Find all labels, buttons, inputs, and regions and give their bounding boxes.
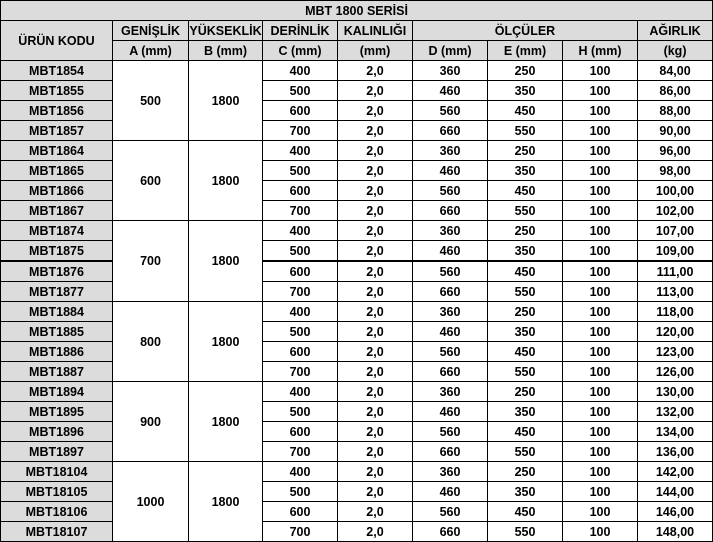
weight-cell: 130,00	[638, 382, 713, 402]
dim-d-cell: 560	[413, 502, 488, 522]
dim-e-cell: 550	[488, 121, 563, 141]
table-row	[1, 141, 713, 161]
dim-e-cell: 450	[488, 502, 563, 522]
weight-cell: 102,00	[638, 201, 713, 221]
thickness-cell: 2,0	[338, 141, 413, 161]
table-row	[1, 201, 713, 221]
product-code-cell: MBT1856	[1, 101, 113, 121]
thickness-cell: 2,0	[338, 482, 413, 502]
depth-cell: 500	[263, 322, 338, 342]
dim-e-cell: 450	[488, 101, 563, 121]
product-code-cell: MBT1874	[1, 221, 113, 241]
dim-h-cell: 100	[563, 221, 638, 241]
product-code-cell: MBT1895	[1, 402, 113, 422]
dim-e-cell: 450	[488, 261, 563, 282]
weight-cell: 136,00	[638, 442, 713, 462]
depth-cell: 700	[263, 121, 338, 141]
width-cell: 800	[113, 302, 189, 382]
thickness-cell: 2,0	[338, 101, 413, 121]
dim-e-cell: 350	[488, 241, 563, 262]
thickness-cell: 2,0	[338, 81, 413, 101]
depth-cell: 700	[263, 522, 338, 542]
dim-d-cell: 660	[413, 362, 488, 382]
width-cell: 900	[113, 382, 189, 462]
dim-e-cell: 350	[488, 402, 563, 422]
thickness-cell: 2,0	[338, 61, 413, 81]
product-code-cell: MBT18106	[1, 502, 113, 522]
product-code-cell: MBT1867	[1, 201, 113, 221]
thickness-cell: 2,0	[338, 342, 413, 362]
dim-e-cell: 350	[488, 81, 563, 101]
weight-cell: 98,00	[638, 161, 713, 181]
dim-e-cell: 350	[488, 482, 563, 502]
dim-d-cell: 460	[413, 161, 488, 181]
weight-cell: 86,00	[638, 81, 713, 101]
weight-cell: 144,00	[638, 482, 713, 502]
dim-h-cell: 100	[563, 402, 638, 422]
depth-cell: 400	[263, 141, 338, 161]
table-row	[1, 342, 713, 362]
dim-h-cell: 100	[563, 161, 638, 181]
header-depth-unit: C (mm)	[263, 41, 338, 61]
height-cell: 1800	[189, 302, 263, 382]
table-row	[1, 462, 713, 482]
table-row	[1, 502, 713, 522]
thickness-cell: 2,0	[338, 422, 413, 442]
weight-cell: 100,00	[638, 181, 713, 201]
dim-h-cell: 100	[563, 141, 638, 161]
depth-cell: 600	[263, 101, 338, 121]
product-code-cell: MBT1886	[1, 342, 113, 362]
product-code-cell: MBT1864	[1, 141, 113, 161]
dim-h-cell: 100	[563, 442, 638, 462]
dim-e-cell: 250	[488, 302, 563, 322]
header-height: YÜKSEKLİK	[189, 21, 263, 41]
header-d-unit: D (mm)	[413, 41, 488, 61]
depth-cell: 400	[263, 302, 338, 322]
width-cell: 500	[113, 61, 189, 141]
height-cell: 1800	[189, 462, 263, 542]
depth-cell: 500	[263, 482, 338, 502]
header-depth: DERİNLİK	[263, 21, 338, 41]
depth-cell: 500	[263, 81, 338, 101]
dim-e-cell: 550	[488, 522, 563, 542]
weight-cell: 107,00	[638, 221, 713, 241]
dim-e-cell: 450	[488, 422, 563, 442]
table-row	[1, 161, 713, 181]
dim-e-cell: 550	[488, 282, 563, 302]
product-code-cell: MBT1857	[1, 121, 113, 141]
dim-h-cell: 100	[563, 181, 638, 201]
weight-cell: 113,00	[638, 282, 713, 302]
dim-e-cell: 250	[488, 221, 563, 241]
thickness-cell: 2,0	[338, 161, 413, 181]
dim-d-cell: 360	[413, 221, 488, 241]
header-thickness: KALINLIĞI	[338, 21, 413, 41]
header-weight: AĞIRLIK	[638, 21, 713, 41]
dim-h-cell: 100	[563, 342, 638, 362]
dim-e-cell: 250	[488, 61, 563, 81]
depth-cell: 700	[263, 201, 338, 221]
dim-h-cell: 100	[563, 201, 638, 221]
dim-d-cell: 560	[413, 422, 488, 442]
product-code-cell: MBT1884	[1, 302, 113, 322]
weight-cell: 109,00	[638, 241, 713, 262]
weight-cell: 118,00	[638, 302, 713, 322]
weight-cell: 132,00	[638, 402, 713, 422]
thickness-cell: 2,0	[338, 302, 413, 322]
weight-cell: 111,00	[638, 261, 713, 282]
weight-cell: 96,00	[638, 141, 713, 161]
product-code-cell: MBT1855	[1, 81, 113, 101]
weight-cell: 123,00	[638, 342, 713, 362]
depth-cell: 600	[263, 261, 338, 282]
dim-h-cell: 100	[563, 522, 638, 542]
product-code-cell: MBT18104	[1, 462, 113, 482]
product-code-cell: MBT1887	[1, 362, 113, 382]
dim-d-cell: 360	[413, 302, 488, 322]
dim-d-cell: 460	[413, 402, 488, 422]
depth-cell: 400	[263, 61, 338, 81]
product-code-cell: MBT1865	[1, 161, 113, 181]
thickness-cell: 2,0	[338, 382, 413, 402]
product-code-cell: MBT1854	[1, 61, 113, 81]
product-code-cell: MBT1885	[1, 322, 113, 342]
thickness-cell: 2,0	[338, 502, 413, 522]
height-cell: 1800	[189, 61, 263, 141]
dim-h-cell: 100	[563, 282, 638, 302]
dim-d-cell: 360	[413, 141, 488, 161]
product-code-cell: MBT1876	[1, 261, 113, 282]
weight-cell: 120,00	[638, 322, 713, 342]
weight-cell: 148,00	[638, 522, 713, 542]
product-code-cell: MBT1875	[1, 241, 113, 262]
thickness-cell: 2,0	[338, 522, 413, 542]
dim-d-cell: 460	[413, 482, 488, 502]
header-thickness-unit: (mm)	[338, 41, 413, 61]
dim-h-cell: 100	[563, 482, 638, 502]
width-cell: 700	[113, 221, 189, 302]
dim-h-cell: 100	[563, 302, 638, 322]
thickness-cell: 2,0	[338, 261, 413, 282]
dim-h-cell: 100	[563, 422, 638, 442]
dim-e-cell: 550	[488, 362, 563, 382]
dim-d-cell: 460	[413, 322, 488, 342]
dim-d-cell: 360	[413, 382, 488, 402]
dim-d-cell: 560	[413, 342, 488, 362]
header-weight-unit: (kg)	[638, 41, 713, 61]
depth-cell: 500	[263, 241, 338, 262]
table-row	[1, 322, 713, 342]
dim-h-cell: 100	[563, 241, 638, 262]
weight-cell: 88,00	[638, 101, 713, 121]
table-title: MBT 1800 SERİSİ	[1, 1, 713, 21]
table-row	[1, 402, 713, 422]
thickness-cell: 2,0	[338, 442, 413, 462]
dim-h-cell: 100	[563, 462, 638, 482]
thickness-cell: 2,0	[338, 462, 413, 482]
dim-h-cell: 100	[563, 362, 638, 382]
header-dimensions: ÖLÇÜLER	[413, 21, 638, 41]
table-row	[1, 482, 713, 502]
weight-cell: 146,00	[638, 502, 713, 522]
table-row	[1, 221, 713, 241]
table-row	[1, 422, 713, 442]
weight-cell: 134,00	[638, 422, 713, 442]
header-width-unit: A (mm)	[113, 41, 189, 61]
table-row	[1, 382, 713, 402]
weight-cell: 126,00	[638, 362, 713, 382]
height-cell: 1800	[189, 221, 263, 302]
weight-cell: 142,00	[638, 462, 713, 482]
dim-h-cell: 100	[563, 382, 638, 402]
thickness-cell: 2,0	[338, 181, 413, 201]
dim-d-cell: 560	[413, 101, 488, 121]
dim-e-cell: 250	[488, 382, 563, 402]
table-row	[1, 522, 713, 542]
depth-cell: 400	[263, 382, 338, 402]
table-row	[1, 121, 713, 141]
dim-h-cell: 100	[563, 502, 638, 522]
table-row	[1, 241, 713, 262]
dim-h-cell: 100	[563, 101, 638, 121]
header-e-unit: E (mm)	[488, 41, 563, 61]
weight-cell: 84,00	[638, 61, 713, 81]
table-row	[1, 302, 713, 322]
dim-d-cell: 660	[413, 282, 488, 302]
width-cell: 1000	[113, 462, 189, 542]
product-code-cell: MBT18105	[1, 482, 113, 502]
thickness-cell: 2,0	[338, 121, 413, 141]
depth-cell: 400	[263, 462, 338, 482]
depth-cell: 700	[263, 442, 338, 462]
product-code-cell: MBT1866	[1, 181, 113, 201]
thickness-cell: 2,0	[338, 362, 413, 382]
product-code-cell: MBT1894	[1, 382, 113, 402]
height-cell: 1800	[189, 141, 263, 221]
header-width: GENİŞLİK	[113, 21, 189, 41]
dim-d-cell: 660	[413, 121, 488, 141]
dim-d-cell: 660	[413, 442, 488, 462]
dim-h-cell: 100	[563, 61, 638, 81]
dim-d-cell: 460	[413, 81, 488, 101]
depth-cell: 700	[263, 282, 338, 302]
thickness-cell: 2,0	[338, 201, 413, 221]
depth-cell: 600	[263, 342, 338, 362]
product-code-cell: MBT1896	[1, 422, 113, 442]
table-row	[1, 61, 713, 81]
dim-h-cell: 100	[563, 81, 638, 101]
dim-d-cell: 560	[413, 261, 488, 282]
table-row	[1, 101, 713, 121]
table-row	[1, 81, 713, 101]
dim-e-cell: 450	[488, 181, 563, 201]
width-cell: 600	[113, 141, 189, 221]
thickness-cell: 2,0	[338, 221, 413, 241]
product-code-cell: MBT1877	[1, 282, 113, 302]
depth-cell: 600	[263, 502, 338, 522]
depth-cell: 400	[263, 221, 338, 241]
thickness-cell: 2,0	[338, 241, 413, 262]
table-row	[1, 282, 713, 302]
product-code-cell: MBT1897	[1, 442, 113, 462]
weight-cell: 90,00	[638, 121, 713, 141]
depth-cell: 500	[263, 161, 338, 181]
thickness-cell: 2,0	[338, 322, 413, 342]
height-cell: 1800	[189, 382, 263, 462]
dim-d-cell: 560	[413, 181, 488, 201]
table-row	[1, 442, 713, 462]
table-body	[1, 61, 713, 542]
dim-h-cell: 100	[563, 322, 638, 342]
depth-cell: 500	[263, 402, 338, 422]
dim-e-cell: 250	[488, 462, 563, 482]
depth-cell: 600	[263, 181, 338, 201]
product-code-cell: MBT18107	[1, 522, 113, 542]
dim-e-cell: 450	[488, 342, 563, 362]
dim-d-cell: 460	[413, 241, 488, 262]
dim-d-cell: 360	[413, 61, 488, 81]
table-row	[1, 181, 713, 201]
dim-h-cell: 100	[563, 261, 638, 282]
table-row	[1, 261, 713, 282]
dim-e-cell: 550	[488, 201, 563, 221]
dim-e-cell: 350	[488, 161, 563, 181]
header-h-unit: H (mm)	[563, 41, 638, 61]
dim-h-cell: 100	[563, 121, 638, 141]
dim-e-cell: 250	[488, 141, 563, 161]
depth-cell: 700	[263, 362, 338, 382]
dim-d-cell: 660	[413, 522, 488, 542]
table-row	[1, 362, 713, 382]
header-product-code: ÜRÜN KODU	[1, 21, 113, 61]
header-height-unit: B (mm)	[189, 41, 263, 61]
dim-d-cell: 660	[413, 201, 488, 221]
dim-e-cell: 350	[488, 322, 563, 342]
dim-e-cell: 550	[488, 442, 563, 462]
thickness-cell: 2,0	[338, 282, 413, 302]
dim-d-cell: 360	[413, 462, 488, 482]
depth-cell: 600	[263, 422, 338, 442]
thickness-cell: 2,0	[338, 402, 413, 422]
